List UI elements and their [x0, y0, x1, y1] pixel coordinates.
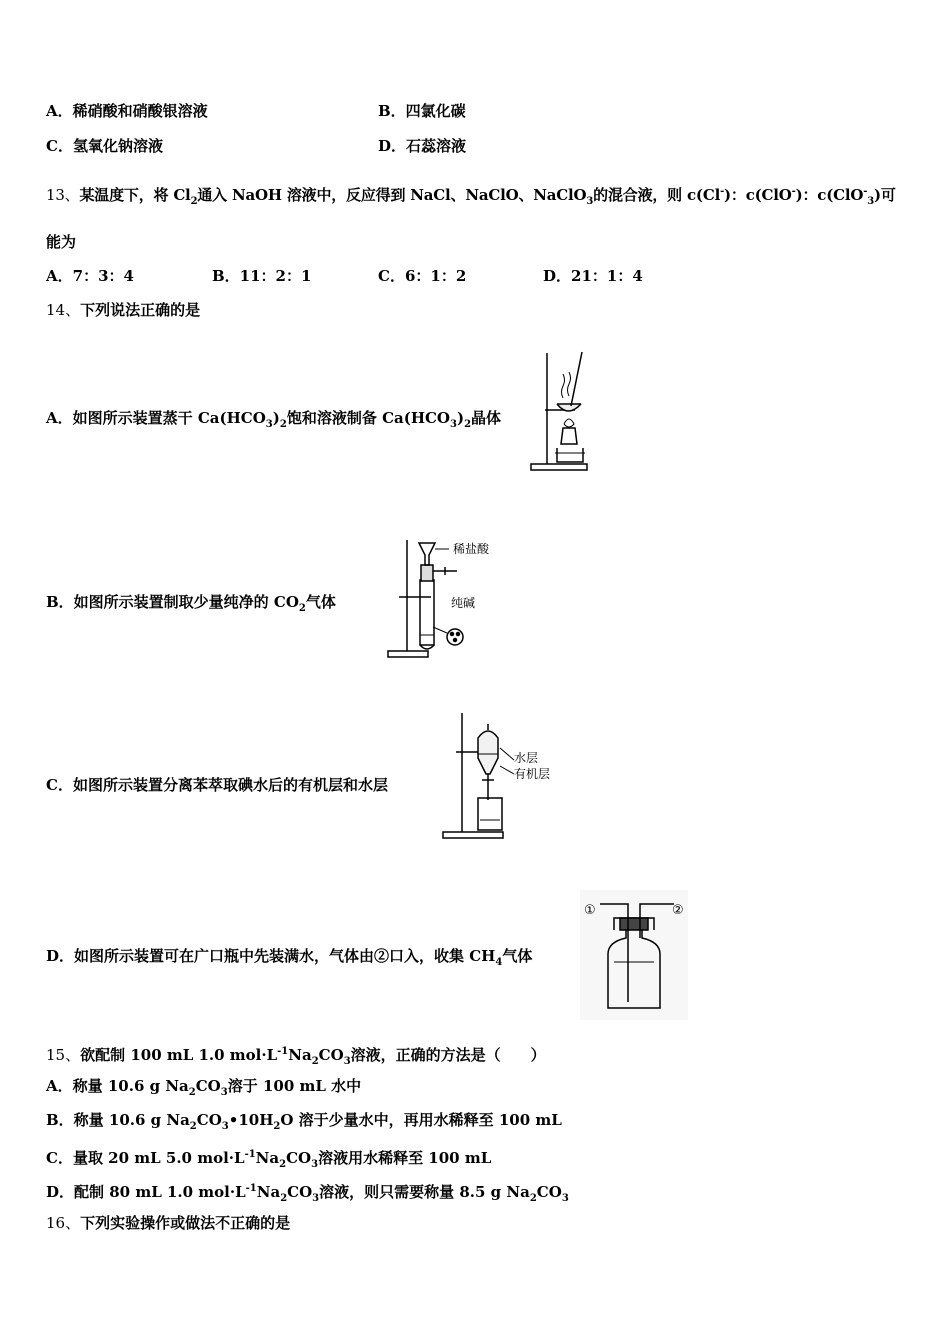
gas-collection-bottle-figure — [580, 890, 688, 1020]
q12-option-d: D．石蕊溶液 — [378, 137, 467, 155]
q12-option-a: A．稀硝酸和硝酸银溶液 — [46, 102, 208, 120]
question-number: 15、 — [46, 1046, 81, 1064]
port-1-label: ① — [584, 903, 596, 918]
q14-option-d: D．如图所示装置可在广口瓶中先装满水，气体由②口入，收集 $CH_4$气体 — [46, 947, 533, 968]
question-number: 13、 — [46, 186, 80, 204]
q13-option-d: D．21：1：4 — [543, 267, 643, 285]
q14-option-c: C．如图所示装置分离苯萃取碘水后的有机层和水层 — [46, 776, 388, 794]
port-2-label: ② — [672, 903, 684, 918]
label-dilute-hcl: 稀盐酸 — [453, 542, 490, 556]
q13-option-a: A．7：3：4 — [46, 267, 134, 285]
label-soda-ash: 纯碱 — [451, 596, 476, 610]
q13-option-b: B．11：2：1 — [212, 267, 312, 285]
q12-option-b: B．四氯化碳 — [378, 102, 466, 120]
q14-option-b: B．如图所示装置制取少量纯净的 $CO_2$气体 — [46, 593, 336, 614]
label-aqueous-layer: 水层 — [514, 751, 539, 765]
q13-stem: 13、某温度下，将 $Cl_2$通入 NaOH 溶液中，反应得到 NaCl、NaClO、NaClO$_3$的混合液，则 c(Cl-)：c(ClO-)：c(ClO-$_3$)可 — [46, 186, 896, 207]
q14-option-a: A．如图所示装置蒸干 $Ca(HCO_3)_2$饱和溶液制备 $Ca(HCO_3)_2$晶体 — [46, 409, 502, 430]
q15-option-a: A．称量 10.6 g $Na_2CO_3$溶于 100 mL 水中 — [46, 1077, 362, 1098]
q13-stem-continued: 能为 — [46, 233, 77, 251]
q15-stem: 15、欲配制 100 mL 1.0 $mol\cdot L^{-1}Na_2CO_3$溶液，正确的方法是（ ） — [46, 1046, 546, 1067]
q16-stem: 16、下列实验操作或做法不正确的是 — [46, 1214, 291, 1232]
question-number: 14、 — [46, 301, 81, 319]
q13-option-c: C．6：1：2 — [378, 267, 467, 285]
label-organic-layer: 有机层 — [514, 767, 551, 781]
evaporation-apparatus-figure — [527, 348, 592, 473]
q12-option-c: C．氢氧化钠溶液 — [46, 137, 163, 155]
q15-option-d: D．配制 80 mL 1.0 $mol\cdot L^{-1}Na_2CO_3$溶液，则只需要称量 8.5 g $Na_2CO_3$ — [46, 1183, 569, 1204]
q15-option-b: B．称量 10.6 g $Na_2CO_3•10H_2O$ 溶于少量水中，再用水稀释至 100 mL — [46, 1111, 562, 1132]
co2-generation-apparatus-figure — [385, 535, 510, 660]
q14-stem: 14、下列说法正确的是 — [46, 301, 201, 319]
question-number: 16、 — [46, 1214, 81, 1232]
q15-option-c: C．量取 20 mL 5.0 $mol\cdot L^{-1}Na_2CO_3$溶液用水稀释至 100 mL — [46, 1149, 492, 1170]
separatory-funnel-figure — [440, 710, 565, 840]
